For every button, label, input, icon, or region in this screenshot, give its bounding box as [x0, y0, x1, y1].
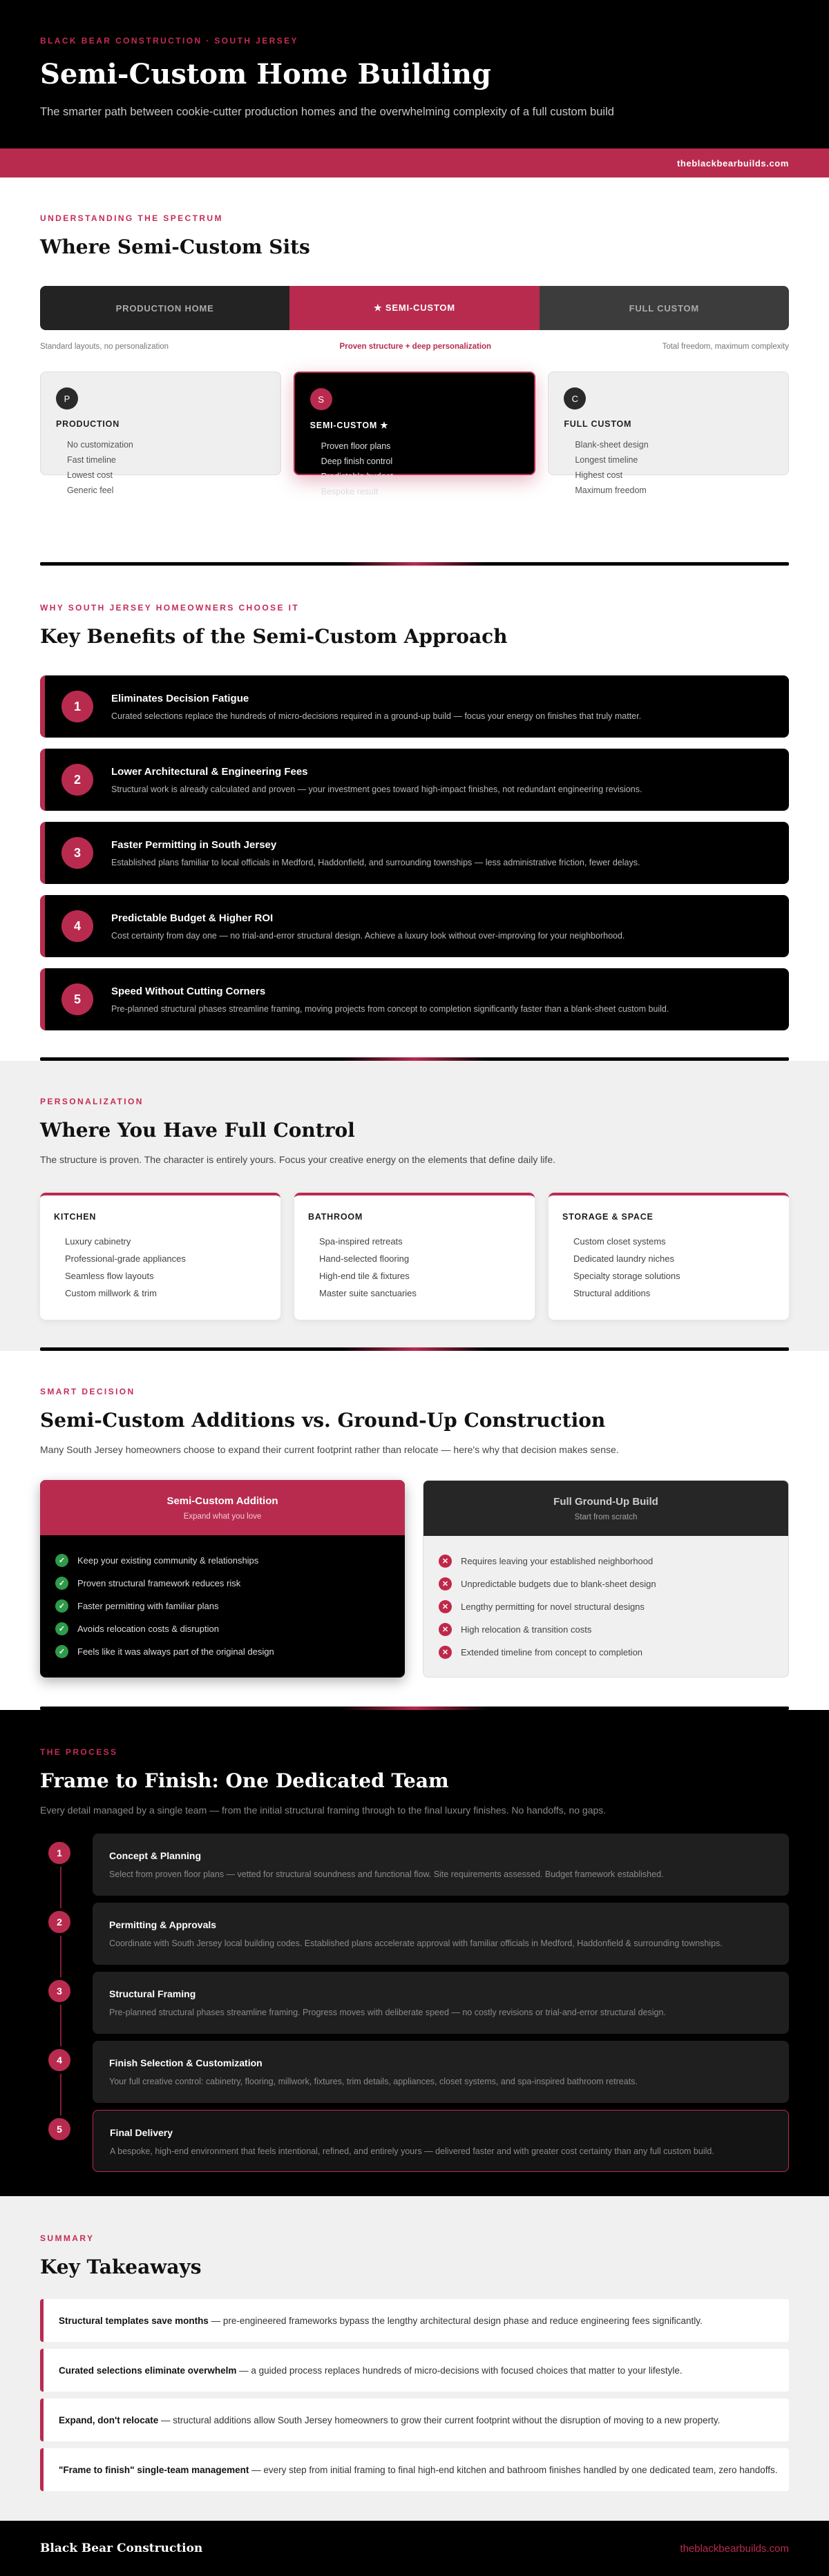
check-icon: ✓ — [55, 1645, 68, 1658]
list-item: Maximum freedom — [575, 486, 647, 495]
tier-card-semi-custom — [294, 372, 536, 497]
benefit-text: Cost certainty from day one — no trial-and-error structural design. Achieve a luxury look without over-improving for your neighborhood. — [111, 930, 625, 941]
process-step — [40, 1903, 789, 1965]
list-item: Master suite sanctuaries — [319, 1288, 417, 1298]
benefit-list — [40, 675, 789, 1030]
spectrum-bar — [40, 286, 789, 330]
check-icon: ✓ — [55, 1577, 68, 1590]
x-icon: ✕ — [439, 1555, 452, 1568]
process-section — [0, 1710, 829, 2196]
summary-section — [0, 2196, 829, 2521]
item-text: Keep your existing community & relationships — [77, 1555, 259, 1566]
control-eyebrow: PERSONALIZATION — [40, 1097, 144, 1106]
tier-badge: C — [564, 387, 586, 410]
step-number: 1 — [46, 1839, 73, 1867]
benefits-eyebrow: WHY SOUTH JERSEY HOMEOWNERS CHOOSE IT — [40, 603, 300, 613]
step-number: 2 — [46, 1908, 73, 1936]
list-item — [439, 1550, 773, 1573]
benefit-text: Curated selections replace the hundreds of micro-decisions required in a ground-up build — focus your energy on finishes that truly matter. — [111, 711, 642, 721]
item-text: High relocation & transition costs — [461, 1624, 592, 1635]
benefit-title: Lower Architectural & Engineering Fees — [111, 765, 308, 778]
takeaway-text: — every step from initial framing to final high-end kitchen and bathroom finishes handled by one dedicated team, zero handoffs. — [249, 2464, 778, 2475]
benefit-number: 2 — [61, 764, 93, 796]
benefits-title: Key Benefits of the Semi-Custom Approach — [40, 625, 508, 648]
item-text: Requires leaving your established neighborhood — [461, 1556, 654, 1566]
check-icon: ✓ — [55, 1554, 68, 1567]
takeaway-text: — structural additions allow South Jersey homeowners to grow their current footprint without the disruption of moving to a new property. — [158, 2414, 721, 2425]
caption-semi-custom: Proven structure + deep personalization — [339, 343, 492, 351]
tier-card-full-custom — [548, 372, 789, 495]
spectrum-production: PRODUCTION HOME — [40, 286, 289, 330]
list-item: Professional-grade appliances — [65, 1253, 186, 1264]
tier-name: PRODUCTION — [56, 419, 120, 429]
step-number: 3 — [46, 1977, 73, 2005]
hero-subtitle: The smarter path between cookie-cutter production homes and the overwhelming complexity of a full custom build — [40, 106, 614, 118]
control-cards — [40, 1193, 789, 1320]
step-title: Structural Framing — [109, 1988, 196, 1999]
item-text: Proven structural framework reduces risk — [77, 1578, 241, 1588]
hero-header — [0, 0, 829, 148]
takeaway-bold: Expand, don't relocate — [59, 2414, 159, 2425]
spectrum-semi-custom: ★ SEMI-CUSTOM — [289, 286, 539, 330]
list-item: Generic feel — [67, 486, 114, 495]
step-text: Coordinate with South Jersey local building codes. Established plans accelerate approval with familiar officials in Medford, Haddonfield & surrounding townships. — [109, 1939, 723, 1948]
benefit-text: Structural work is already calculated and proven — your investment goes toward high-impact finishes, not redundant engineering revisions. — [111, 784, 642, 794]
benefit-title: Faster Permitting in South Jersey — [111, 838, 277, 851]
benefit-text: Pre-planned structural phases streamline framing, moving projects from concept to completion significantly faster than a blank-sheet custom build. — [111, 1003, 669, 1014]
page-title: Semi-Custom Home Building — [40, 58, 491, 90]
step-number: 5 — [46, 2115, 73, 2143]
list-item: Highest cost — [575, 470, 623, 480]
control-title: Where You Have Full Control — [40, 1119, 355, 1142]
process-title: Frame to Finish: One Dedicated Team — [40, 1769, 449, 1792]
process-intro: Every detail managed by a single team — from the initial structural framing through to the final luxury finishes. No handoffs, no gaps. — [40, 1805, 607, 1816]
card-bathroom — [294, 1193, 535, 1320]
list-item: No customization — [67, 440, 133, 450]
spectrum-full-custom: FULL CUSTOM — [540, 286, 789, 330]
benefit-card — [40, 895, 789, 957]
spectrum-title: Where Semi-Custom Sits — [40, 236, 310, 258]
x-icon: ✕ — [439, 1646, 452, 1659]
benefit-card — [40, 675, 789, 738]
list-item: Specialty storage solutions — [573, 1271, 680, 1281]
footer — [0, 2521, 829, 2576]
item-text: Avoids relocation costs & disruption — [77, 1624, 219, 1634]
benefit-title: Predictable Budget & Higher ROI — [111, 912, 274, 924]
tier-cards — [40, 372, 789, 497]
card-kitchen — [40, 1193, 280, 1320]
benefit-number: 4 — [61, 910, 93, 942]
list-item: Structural additions — [573, 1288, 651, 1298]
benefit-card — [40, 822, 789, 884]
x-icon: ✕ — [439, 1623, 452, 1636]
process-eyebrow: THE PROCESS — [40, 1747, 118, 1757]
list-item — [439, 1641, 773, 1664]
tier-name: FULL CUSTOM — [564, 419, 632, 429]
ground-up-title: Full Ground-Up Build — [553, 1495, 658, 1508]
compare-eyebrow: SMART DECISION — [40, 1387, 135, 1396]
summary-eyebrow: SUMMARY — [40, 2233, 95, 2243]
ground-up-card — [423, 1480, 789, 1678]
list-item: High-end tile & fixtures — [319, 1271, 410, 1281]
x-icon: ✕ — [439, 1600, 452, 1613]
list-item: Predictable budget — [321, 472, 393, 481]
caption-full-custom: Total freedom, maximum complexity — [662, 343, 789, 351]
benefits-section — [0, 566, 829, 1061]
list-item — [439, 1573, 773, 1595]
step-text: Pre-planned structural phases streamline framing. Progress moves with deliberate speed — no costly revisions or trial-and-error structural design. — [109, 2008, 666, 2017]
item-text: Unpredictable budgets due to blank-sheet design — [461, 1579, 656, 1589]
process-step — [40, 2041, 789, 2103]
takeaway-bold: "Frame to finish" single-team management — [59, 2464, 249, 2475]
control-section — [0, 1061, 829, 1351]
list-item: Longest timeline — [575, 455, 638, 465]
benefit-number: 5 — [61, 983, 93, 1015]
item-text: Feels like it was always part of the original design — [77, 1646, 274, 1657]
list-item: Hand-selected flooring — [319, 1253, 410, 1264]
tier-badge: S — [310, 388, 332, 410]
card-storage — [549, 1193, 789, 1320]
tier-name: SEMI-CUSTOM ★ — [309, 421, 389, 430]
list-item — [55, 1640, 390, 1663]
list-item — [439, 1595, 773, 1618]
list-item: Seamless flow layouts — [65, 1271, 154, 1281]
list-item: Lowest cost — [67, 470, 113, 480]
list-item: Proven floor plans — [321, 441, 391, 451]
check-icon: ✓ — [55, 1599, 68, 1613]
step-text: Select from proven floor plans — vetted for structural soundness and functional flow. Site requirements assessed. Budget framework established. — [109, 1869, 664, 1879]
site-link[interactable]: theblackbearbuilds.com — [676, 157, 789, 169]
list-item: Deep finish control — [321, 456, 393, 466]
list-item: Bespoke result — [321, 487, 379, 497]
list-item — [439, 1618, 773, 1641]
tier-badge: P — [56, 387, 78, 410]
takeaway-list — [40, 2299, 789, 2491]
step-title: Finish Selection & Customization — [109, 2057, 263, 2068]
process-timeline — [40, 1834, 789, 2172]
step-number: 4 — [46, 2046, 73, 2074]
list-item — [55, 1617, 390, 1640]
card-title: BATHROOM — [308, 1212, 363, 1222]
takeaway-bold: Curated selections eliminate overwhelm — [59, 2365, 237, 2376]
benefit-text: Established plans familiar to local officials in Medford, Haddonfield, and surrounding townships — less administrative friction, fewer delays. — [111, 857, 640, 867]
compare-intro: Many South Jersey homeowners choose to expand their current footprint rather than relocate — here's why that decision makes sense. — [40, 1444, 619, 1455]
item-text: Faster permitting with familiar plans — [77, 1601, 219, 1611]
footer-brand: Black Bear Construction — [40, 2541, 203, 2555]
process-step — [40, 2110, 789, 2172]
addition-title: Semi-Custom Addition — [166, 1494, 278, 1507]
list-item: Luxury cabinetry — [65, 1236, 131, 1247]
step-title: Permitting & Approvals — [109, 1919, 217, 1930]
brand-bar — [0, 148, 829, 177]
item-text: Extended timeline from concept to completion — [461, 1647, 643, 1657]
benefit-card — [40, 968, 789, 1030]
tier-card-production — [40, 372, 281, 495]
takeaway-bold: Structural templates save months — [59, 2315, 209, 2326]
list-item: Fast timeline — [67, 455, 116, 465]
list-item: Dedicated laundry niches — [573, 1253, 674, 1264]
step-title: Concept & Planning — [109, 1850, 201, 1861]
addition-card — [40, 1480, 405, 1678]
benefit-card — [40, 749, 789, 811]
process-step — [40, 1972, 789, 2034]
takeaway-text: — pre-engineered frameworks bypass the lengthy architectural design phase and reduce engineering fees significantly. — [208, 2315, 703, 2326]
list-item: Custom millwork & trim — [65, 1288, 157, 1298]
summary-title: Key Takeaways — [40, 2256, 202, 2278]
item-text: Lengthy permitting for novel structural designs — [461, 1602, 645, 1612]
x-icon: ✕ — [439, 1577, 452, 1590]
benefit-number: 3 — [61, 837, 93, 869]
addition-subtitle: Expand what you love — [183, 1512, 262, 1521]
list-item: Custom closet systems — [573, 1236, 666, 1247]
list-item: Spa-inspired retreats — [319, 1236, 403, 1247]
ground-up-subtitle: Start from scratch — [574, 1512, 638, 1521]
step-title: Final Delivery — [110, 2127, 173, 2138]
benefit-number: 1 — [61, 691, 93, 722]
list-item — [55, 1595, 390, 1617]
footer-link[interactable]: theblackbearbuilds.com — [680, 2542, 789, 2555]
hero-eyebrow: BLACK BEAR CONSTRUCTION · SOUTH JERSEY — [40, 36, 298, 46]
step-text: Your full creative control: cabinetry, flooring, millwork, fixtures, trim details, appliances, closet systems, and spa-inspired bathroom retreats. — [109, 2077, 638, 2086]
step-text: A bespoke, high-end environment that feels intentional, refined, and entirely yours — delivered faster and with greater cost certainty than any full custom build. — [110, 2146, 714, 2156]
benefit-title: Eliminates Decision Fatigue — [111, 692, 249, 704]
compare-title: Semi-Custom Additions vs. Ground-Up Construction — [40, 1409, 606, 1432]
caption-production: Standard layouts, no personalization — [40, 343, 169, 351]
check-icon: ✓ — [55, 1622, 68, 1635]
compare-section — [0, 1351, 829, 1710]
list-item: Blank-sheet design — [575, 440, 649, 450]
spectrum-section — [0, 177, 829, 566]
card-title: STORAGE & SPACE — [562, 1212, 654, 1222]
takeaway-text: — a guided process replaces hundreds of micro-decisions with focused choices that matter to your lifestyle. — [236, 2365, 683, 2376]
takeaway-item — [40, 2299, 789, 2342]
takeaway-item — [40, 2448, 789, 2491]
card-title: KITCHEN — [54, 1212, 97, 1222]
list-item — [55, 1572, 390, 1595]
takeaway-item — [40, 2349, 789, 2392]
control-intro: The structure is proven. The character is entirely yours. Focus your creative energy on the elements that define daily life. — [40, 1154, 555, 1165]
spectrum-captions — [40, 343, 789, 351]
process-step — [40, 1834, 789, 1896]
list-item — [55, 1549, 390, 1572]
benefit-title: Speed Without Cutting Corners — [111, 985, 266, 997]
spectrum-eyebrow: UNDERSTANDING THE SPECTRUM — [40, 213, 223, 223]
takeaway-item — [40, 2399, 789, 2441]
compare-cards — [40, 1480, 789, 1678]
